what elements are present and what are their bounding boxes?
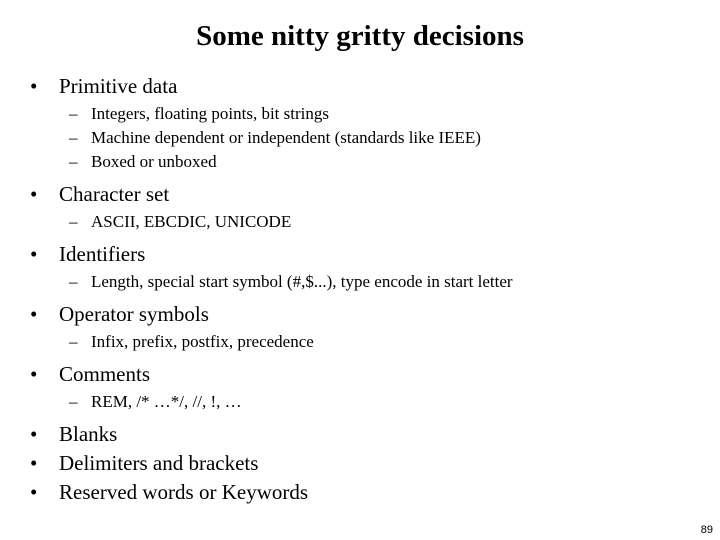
sub-item: – Boxed or unboxed bbox=[59, 150, 700, 174]
sub-list bbox=[59, 390, 700, 414]
sub-item: – Length, special start symbol (#,$...), type encode in start letter bbox=[59, 270, 700, 294]
bullet-label: Operator symbols bbox=[59, 302, 209, 326]
sub-item: – Machine dependent or independent (standards like IEEE) bbox=[59, 126, 700, 150]
bullet-label: Comments bbox=[59, 362, 151, 386]
bullet-icon: • bbox=[30, 362, 38, 386]
bullet-icon: • bbox=[30, 74, 38, 98]
bullet-operator-symbols bbox=[30, 300, 700, 354]
bullet-delimiters bbox=[30, 449, 700, 478]
sub-item: – Infix, prefix, postfix, precedence bbox=[59, 330, 700, 354]
bullet-identifiers bbox=[30, 240, 700, 294]
page-number: 89 bbox=[700, 524, 713, 536]
slide-title: Some nitty gritty decisions bbox=[196, 20, 524, 52]
bullet-icon: • bbox=[30, 480, 38, 504]
bullet-label: Identifiers bbox=[59, 242, 146, 266]
sub-item: – Integers, floating points, bit strings bbox=[59, 102, 700, 126]
bullet-label: Character set bbox=[59, 182, 170, 206]
bullet-list bbox=[30, 72, 700, 507]
sub-list bbox=[59, 270, 700, 294]
bullet-blanks bbox=[30, 420, 700, 449]
bullet-character-set bbox=[30, 180, 700, 234]
bullet-label: Primitive data bbox=[59, 74, 178, 98]
sub-list bbox=[59, 330, 700, 354]
bullet-label: Delimiters and brackets bbox=[59, 451, 259, 475]
bullet-comments bbox=[30, 360, 700, 414]
bullet-icon: • bbox=[30, 182, 38, 206]
bullet-label: Reserved words or Keywords bbox=[59, 480, 309, 504]
sub-list bbox=[59, 210, 700, 234]
bullet-icon: • bbox=[30, 242, 38, 266]
bullet-icon: • bbox=[30, 302, 38, 326]
bullet-label: Blanks bbox=[59, 422, 118, 446]
bullet-icon: • bbox=[30, 422, 38, 446]
sub-list bbox=[59, 102, 700, 174]
sub-item: – REM, /* …*/, //, !, … bbox=[59, 390, 700, 414]
sub-item: – ASCII, EBCDIC, UNICODE bbox=[59, 210, 700, 234]
bullet-icon: • bbox=[30, 451, 38, 475]
bullet-primitive-data bbox=[30, 72, 700, 174]
bullet-reserved-words bbox=[30, 478, 700, 507]
